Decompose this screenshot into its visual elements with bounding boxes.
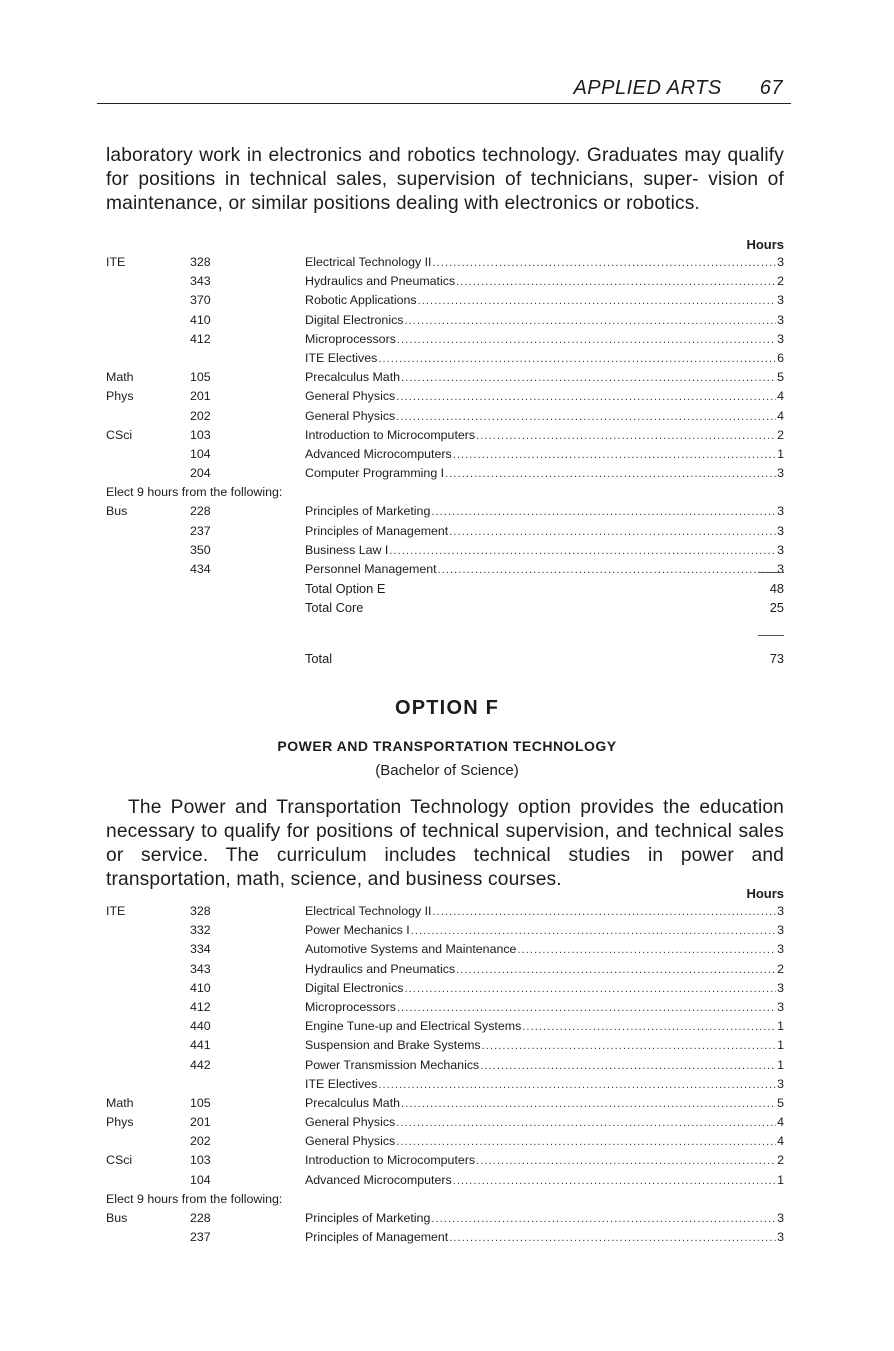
course-number: 412 — [190, 331, 211, 346]
dot-leader — [404, 312, 776, 331]
course-number: 104 — [190, 446, 211, 461]
course-row — [106, 1036, 784, 1055]
course-hours: 3 — [777, 562, 784, 576]
course-title: Personnel Management — [305, 562, 437, 576]
course-title: Principles of Marketing — [305, 504, 431, 519]
course-number: 201 — [190, 1115, 211, 1130]
course-row — [106, 1094, 784, 1113]
page-number: 67 — [759, 77, 783, 99]
course-title: Advanced Microcomputers — [305, 1172, 452, 1187]
course-title-line — [305, 253, 784, 273]
course-hours: 3 — [777, 312, 784, 327]
option-f-heading: OPTION F — [394, 697, 500, 719]
total-rule — [758, 635, 784, 636]
total-core-row — [106, 598, 784, 617]
course-title-line — [305, 1094, 784, 1114]
course-number: 237 — [190, 1230, 211, 1245]
hours-column-header: Hours — [746, 237, 784, 252]
option-e-elective-courses — [106, 502, 784, 579]
total-option-label: Total Option E — [305, 581, 386, 596]
course-title: Business Law I — [305, 542, 389, 557]
dot-leader — [433, 903, 777, 922]
course-row — [106, 522, 784, 541]
course-title: Suspension and Brake Systems — [305, 1038, 481, 1053]
option-e-courses — [106, 253, 784, 483]
course-dept: CSci — [106, 1153, 133, 1168]
dot-leader — [404, 980, 776, 999]
dot-leader — [378, 350, 776, 369]
course-title: Precalculus Math — [305, 1095, 401, 1110]
course-hours: 3 — [777, 293, 784, 308]
option-f-paragraph: The Power and Transportation Technology option provides the education necessary to qualify for positions of technical supervision, and technical sales or service. The curriculum includes technical studies in power and transportation, math, science, and business courses. — [106, 797, 784, 890]
course-number: 201 — [190, 389, 211, 404]
dot-leader — [418, 292, 776, 311]
course-number: 105 — [190, 370, 211, 385]
course-dept: ITE — [106, 904, 126, 918]
course-hours: 3 — [777, 466, 784, 481]
course-title-line — [305, 272, 784, 292]
dot-leader — [517, 941, 776, 960]
dot-leader — [453, 1172, 776, 1191]
course-title: Computer Programming I — [305, 466, 445, 481]
course-hours: 1 — [777, 1057, 784, 1072]
dot-leader — [476, 1152, 776, 1171]
course-row — [106, 368, 784, 387]
grand-total-value: 73 — [769, 651, 784, 666]
course-row — [106, 560, 784, 579]
course-row — [106, 940, 784, 959]
course-title-line — [305, 1171, 784, 1191]
course-hours: 1 — [777, 1038, 784, 1053]
dot-leader — [522, 1018, 776, 1037]
course-title: Engine Tune-up and Electrical Systems — [305, 1019, 522, 1034]
course-title-line — [305, 1209, 784, 1229]
course-title: Power Mechanics I — [305, 923, 410, 938]
course-title: General Physics — [305, 408, 396, 423]
course-title: Principles of Management — [305, 1230, 449, 1245]
course-title: Electrical Technology II — [305, 255, 432, 269]
course-title-line — [305, 1228, 784, 1248]
course-title-line — [305, 291, 784, 311]
dot-leader — [431, 503, 776, 522]
course-hours: 2 — [777, 961, 784, 976]
course-hours: 3 — [777, 255, 784, 269]
course-title: Introduction to Microcomputers — [305, 427, 476, 442]
course-number: 441 — [190, 1038, 211, 1053]
course-number: 343 — [190, 961, 211, 976]
course-title: Introduction to Microcomputers — [305, 1153, 476, 1168]
course-number: 105 — [190, 1095, 211, 1110]
course-row — [106, 330, 784, 349]
course-hours: 4 — [777, 1134, 784, 1149]
course-hours: 6 — [777, 350, 784, 365]
course-title: ITE Electives — [305, 1076, 378, 1091]
course-number: 412 — [190, 999, 211, 1014]
course-row — [106, 1228, 784, 1247]
course-number: 328 — [190, 255, 211, 269]
course-number: 410 — [190, 980, 211, 995]
course-hours: 3 — [777, 542, 784, 557]
course-row — [106, 502, 784, 521]
course-row — [106, 902, 784, 921]
course-title-line — [305, 311, 784, 331]
header-section-title: APPLIED ARTS — [573, 77, 722, 99]
dot-leader — [396, 408, 776, 427]
option-f-courses — [106, 902, 784, 1190]
course-number: 204 — [190, 466, 211, 481]
course-number: 440 — [190, 1019, 211, 1034]
course-hours: 4 — [777, 389, 784, 404]
course-title-line — [305, 368, 784, 388]
dot-leader — [397, 331, 776, 350]
option-f-course-table — [106, 886, 784, 1247]
course-row — [106, 921, 784, 940]
course-row — [106, 960, 784, 979]
course-row — [106, 253, 784, 272]
dot-leader — [449, 1229, 776, 1248]
course-hours: 3 — [777, 504, 784, 519]
course-number: 332 — [190, 923, 211, 938]
course-hours: 3 — [777, 904, 784, 918]
course-title-line — [305, 960, 784, 980]
course-number: 103 — [190, 427, 211, 442]
course-row — [106, 1132, 784, 1151]
course-title: Microprocessors — [305, 999, 396, 1014]
dot-leader — [397, 999, 776, 1018]
course-number: 350 — [190, 542, 211, 557]
course-title: Automotive Systems and Maintenance — [305, 942, 517, 957]
course-title-line — [305, 921, 784, 941]
course-title: Digital Electronics — [305, 312, 404, 327]
course-hours: 1 — [777, 446, 784, 461]
dot-leader — [456, 961, 776, 980]
course-number: 442 — [190, 1057, 211, 1072]
dot-leader — [396, 388, 776, 407]
dot-leader — [396, 1114, 776, 1133]
course-dept: Bus — [106, 504, 128, 519]
course-title-line — [305, 560, 784, 580]
option-f-degree: (Bachelor of Science) — [375, 762, 519, 779]
course-title-line — [305, 502, 784, 522]
course-number: 334 — [190, 942, 211, 957]
course-title-line — [305, 330, 784, 350]
course-title-line — [305, 1036, 784, 1056]
course-number: 434 — [190, 562, 211, 576]
course-hours: 3 — [777, 1230, 784, 1245]
course-number: 228 — [190, 1211, 211, 1225]
course-row — [106, 407, 784, 426]
dot-leader — [449, 523, 776, 542]
course-number: 410 — [190, 312, 211, 327]
course-row — [106, 464, 784, 483]
elect-text: Elect 9 hours from the following: — [106, 485, 283, 500]
course-row — [106, 311, 784, 330]
course-row — [106, 291, 784, 310]
dot-leader — [445, 465, 776, 484]
course-hours: 2 — [777, 427, 784, 442]
course-row — [106, 998, 784, 1017]
course-title: Principles of Management — [305, 523, 449, 538]
course-hours: 3 — [777, 980, 784, 995]
dot-leader — [480, 1057, 776, 1076]
course-title-line — [305, 1132, 784, 1152]
course-hours: 3 — [777, 999, 784, 1014]
course-title-line — [305, 407, 784, 427]
option-f-elective-courses — [106, 1209, 784, 1247]
course-hours: 1 — [777, 1172, 784, 1187]
course-row — [106, 979, 784, 998]
course-title-line — [305, 1056, 784, 1076]
course-title-line — [305, 349, 784, 369]
course-number: 228 — [190, 504, 211, 519]
course-number: 202 — [190, 1134, 211, 1149]
course-title-line — [305, 979, 784, 999]
course-row — [106, 1113, 784, 1132]
course-number: 328 — [190, 904, 211, 918]
course-title-line — [305, 387, 784, 407]
course-hours: 5 — [777, 1095, 784, 1110]
course-title: Power Transmission Mechanics — [305, 1057, 480, 1072]
course-dept: Math — [106, 1095, 134, 1110]
grand-total-label: Total — [305, 651, 333, 666]
total-option-row — [106, 579, 784, 598]
course-title-line — [305, 1075, 784, 1095]
course-row — [106, 1075, 784, 1094]
course-title: Electrical Technology II — [305, 904, 432, 918]
course-title-line — [305, 522, 784, 542]
hours-column-header-f: Hours — [746, 886, 784, 901]
course-row — [106, 445, 784, 464]
dot-leader — [378, 1076, 776, 1095]
course-title-line — [305, 940, 784, 960]
course-hours: 4 — [777, 408, 784, 423]
course-hours: 2 — [777, 274, 784, 289]
course-title: Precalculus Math — [305, 370, 401, 385]
dot-leader — [433, 254, 777, 273]
course-title: Robotic Applications — [305, 293, 417, 308]
option-e-course-table — [106, 237, 784, 579]
course-title: Hydraulics and Pneumatics — [305, 961, 456, 976]
course-hours: 1 — [777, 1019, 784, 1034]
course-title: Digital Electronics — [305, 980, 404, 995]
course-title-line — [305, 998, 784, 1018]
course-title: General Physics — [305, 389, 396, 404]
course-title: Microprocessors — [305, 331, 396, 346]
course-hours: 3 — [777, 923, 784, 938]
course-hours: 3 — [777, 1076, 784, 1091]
course-row — [106, 1209, 784, 1228]
dot-leader — [401, 1095, 776, 1114]
header-rule — [97, 103, 791, 104]
course-number: 104 — [190, 1172, 211, 1187]
total-option-value: 48 — [769, 581, 784, 596]
elect-instruction-f — [106, 1190, 784, 1209]
course-title-line — [305, 464, 784, 484]
course-title: ITE Electives — [305, 350, 378, 365]
course-hours: 2 — [777, 1153, 784, 1168]
option-f-subheading: POWER AND TRANSPORTATION TECHNOLOGY — [277, 738, 617, 754]
course-row — [106, 426, 784, 445]
course-dept: CSci — [106, 427, 133, 442]
course-title: Principles of Marketing — [305, 1211, 431, 1225]
course-dept: ITE — [106, 255, 126, 269]
course-number: 370 — [190, 293, 211, 308]
course-row — [106, 387, 784, 406]
course-number: 237 — [190, 523, 211, 538]
dot-leader — [482, 1037, 776, 1056]
course-hours: 3 — [777, 942, 784, 957]
course-title-line — [305, 902, 784, 922]
grand-total-row — [106, 649, 784, 668]
course-row — [106, 1056, 784, 1075]
dot-leader — [438, 561, 776, 580]
course-title-line — [305, 445, 784, 465]
course-hours: 3 — [777, 523, 784, 538]
course-row — [106, 541, 784, 560]
elect-instruction — [106, 483, 784, 502]
course-title: General Physics — [305, 1115, 396, 1130]
course-row — [106, 272, 784, 291]
course-hours: 3 — [777, 1211, 784, 1225]
dot-leader — [401, 369, 776, 388]
dot-leader — [431, 1210, 776, 1229]
dot-leader — [476, 427, 776, 446]
course-row — [106, 1151, 784, 1170]
subtotal-rule — [758, 572, 784, 573]
dot-leader — [453, 446, 776, 465]
course-row — [106, 1171, 784, 1190]
course-title-line — [305, 541, 784, 561]
course-title-line — [305, 426, 784, 446]
course-title: Advanced Microcomputers — [305, 446, 452, 461]
course-number: 202 — [190, 408, 211, 423]
course-number: 103 — [190, 1153, 211, 1168]
dot-leader — [396, 1133, 776, 1152]
course-row — [106, 349, 784, 368]
course-hours: 4 — [777, 1115, 784, 1130]
course-title-line — [305, 1017, 784, 1037]
total-core-value: 25 — [769, 600, 784, 615]
course-title: Hydraulics and Pneumatics — [305, 274, 456, 289]
course-hours: 5 — [777, 370, 784, 385]
course-row — [106, 1017, 784, 1036]
course-hours: 3 — [777, 331, 784, 346]
elect-text-f: Elect 9 hours from the following: — [106, 1191, 283, 1206]
course-title: General Physics — [305, 1134, 396, 1149]
dot-leader — [411, 922, 776, 941]
course-dept: Math — [106, 370, 134, 385]
course-title-line — [305, 1151, 784, 1171]
course-dept: Phys — [106, 389, 134, 404]
course-dept: Bus — [106, 1211, 128, 1225]
course-number: 343 — [190, 274, 211, 289]
total-core-label: Total Core — [305, 600, 364, 615]
intro-paragraph: laboratory work in electronics and robotics technology. Graduates may qualify for positions in technical sales, supervision of technicians, super- vision of maintenance, or similar positions dealing with electronics or robotics. — [106, 145, 784, 214]
dot-leader — [456, 273, 776, 292]
dot-leader — [389, 542, 776, 561]
course-title-line — [305, 1113, 784, 1133]
course-dept: Phys — [106, 1115, 134, 1130]
